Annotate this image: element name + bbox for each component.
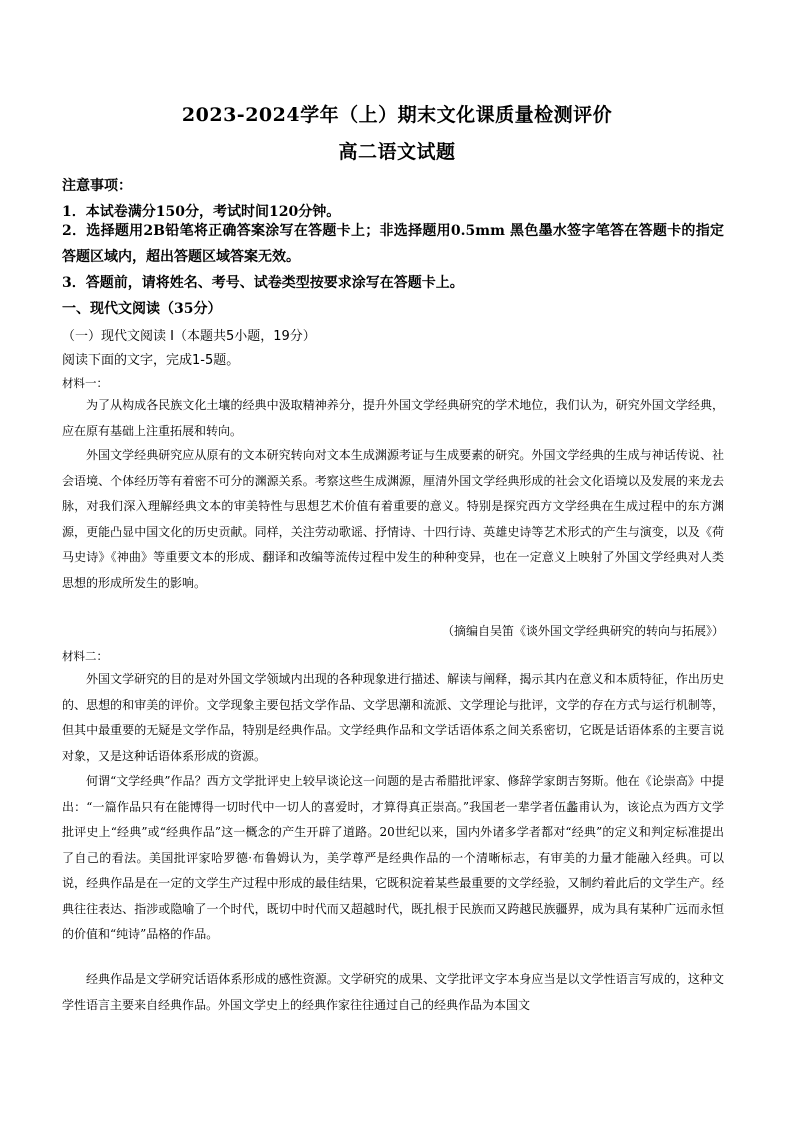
notice-item-1: 1．本试卷满分150分，考试时间120分钟。 (62, 204, 341, 220)
exam-subtitle: 高二语文试题 (338, 141, 456, 163)
notice-item-2: 2．选择题用2B铅笔将正确答案涂写在答题卡上；非选择题用0.5mm 黑色墨水签字笔答在答题卡的指定答题区域内，超出答题区域答案无效。 (62, 223, 724, 265)
material-1-paragraph-1: 为了从构成各民族文化土壤的经典中汲取精神养分，提升外国文学经典研究的学术地位，我们认为，研究外国文学经典，应在原有基础上注重拓展和转向。 (62, 398, 724, 438)
section-heading: 一、现代文阅读（35分） (62, 301, 222, 317)
material-1-paragraph-2: 外国文学经典研究应从原有的文本研究转向对文本生成渊源考证与生成要素的研究。外国文学经典的生成与神话传说、社会语境、个体经历等有着密不可分的渊源关系。考察这些生成渊源，厘清外国文学经典形成的社会文化语境以及发展的来龙去脉，对我们深入理解经典文本的审美特性与思想艺术价值有着重要的意义。特别是探究西方文学经典在生成过程中的东方渊源，更能凸显中国文化的历史贡献。同样，关注劳动歌谣、抒情诗、十四行诗、英雄史诗等艺术形式的产生与演变，以及《荷马史诗》《神曲》等重要文本的形成、翻译和改编等流传过程中发生的种种变异，也在一定意义上映射了外国文学经典对人类思想的形成所发生的影响。 (62, 448, 724, 590)
material-1-label: 材料一： (62, 376, 108, 390)
notice-heading: 注意事项： (62, 178, 132, 194)
notice-item-3: 3．答题前，请将姓名、考号、试卷类型按要求涂写在答题卡上。 (62, 275, 464, 291)
material-2-paragraph-3: 经典作品是文学研究话语体系形成的感性资源。文学研究的成果、文学批评文字本身应当是以文学性语言写成的，这种文学性语言主要来自经典作品。外国文学史上的经典作家往往通过自己的经典作品为本国文 (62, 972, 724, 1012)
material-1-source: （摘编自吴笛《谈外国文学经典研究的转向与拓展》） (441, 624, 724, 638)
exam-title: 2023-2024学年（上）期末文化课质量检测评价 (181, 104, 613, 126)
material-2-label: 材料二： (62, 649, 108, 663)
reading-instruction: 阅读下面的文字，完成1-5题。 (62, 353, 240, 368)
material-2-paragraph-2: 何谓“文学经典”作品？西方文学批评史上较早谈论这一问题的是古希腊批评家、修辞学家朗吉努斯。他在《论崇高》中提出：“一篇作品只有在能博得一切时代中一切人的喜爱时，才算得真正崇高。”我国老一辈学者伍蠡甫认为，该论点为西方文学批评史上“经典”或“经典作品”这一概念的产生开辟了道路。20世纪以来，国内外诸多学者都对“经典”的定义和判定标准提出了自己的看法。美国批评家哈罗德·布鲁姆认为，美学尊严是经典作品的一个清晰标志，有审美的力量才能融入经典。可以说，经典作品是在一定的文学生产过程中形成的最佳结果，它既积淀着某些最重要的文学经验，又制约着此后的文学生产。经典往往表达、指涉或隐喻了一个时代，既切中时代而又超越时代，既扎根于民族而又跨越民族疆界，成为具有某种广远而永恒的价值和“纯诗”品格的作品。 (62, 774, 724, 941)
material-2-paragraph-1: 外国文学研究的目的是对外国文学领域内出现的各种现象进行描述、解读与阐释，揭示其内在意义和本质特征，作出历史的、思想的和审美的评价。文学现象主要包括文学作品、文学思潮和流派、文学理论与批评，文学的存在方式与运行机制等，但其中最重要的无疑是文学作品，特别是经典作品。文学经典作品和文学话语体系之间关系密切，它既是话语体系的主要言说对象，又是这种话语体系形成的资源。 (62, 672, 724, 763)
subsection-heading: （一）现代文阅读 I（本题共5小题，19分） (62, 329, 316, 344)
